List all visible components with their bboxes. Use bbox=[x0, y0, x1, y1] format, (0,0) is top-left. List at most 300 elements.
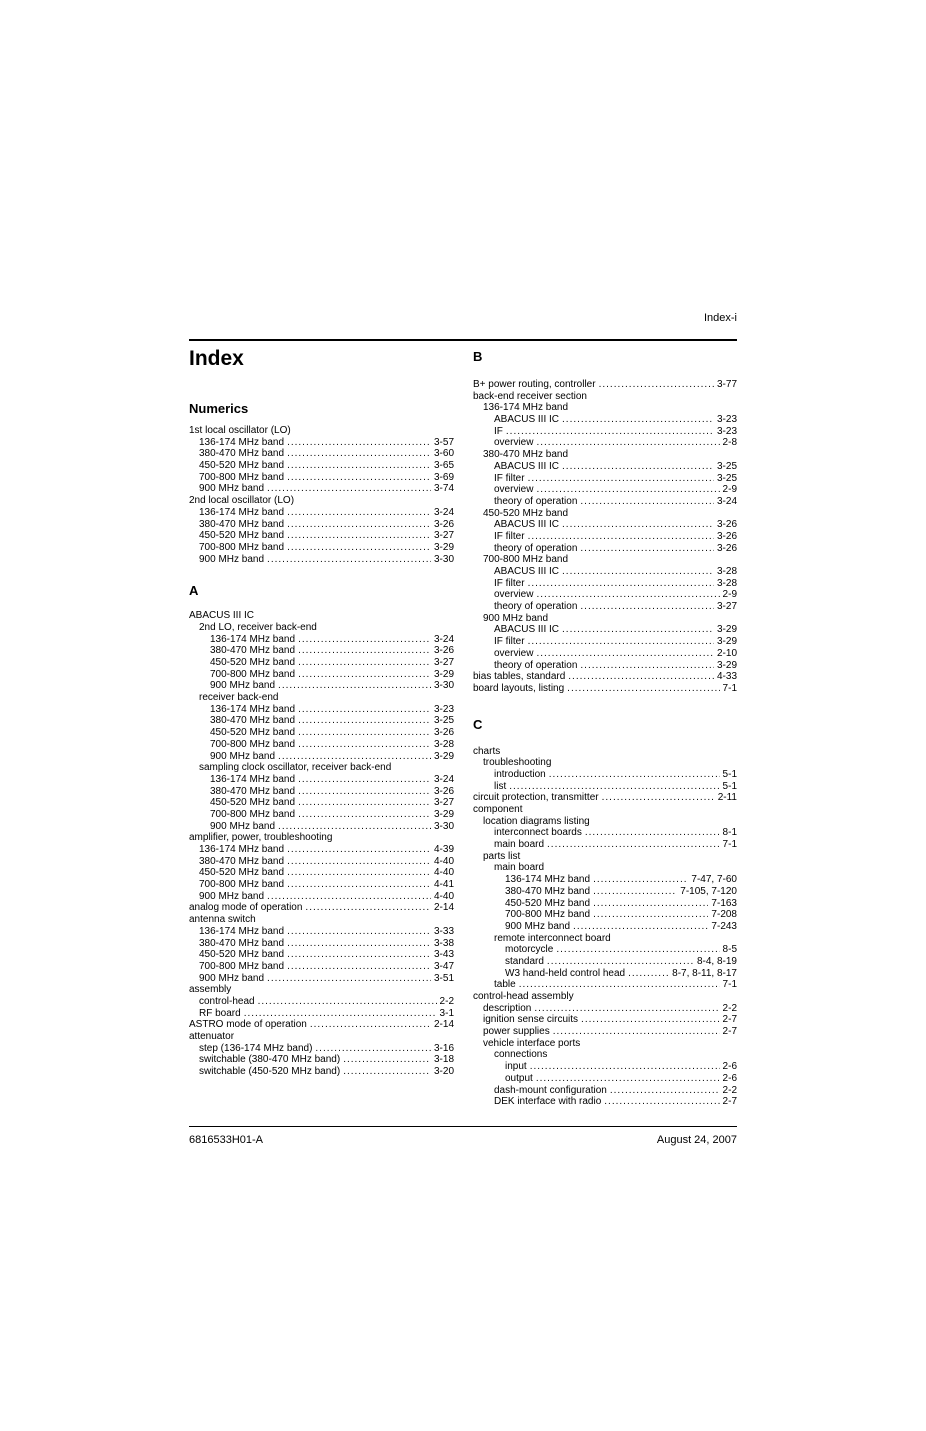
index-term: bias tables, standard bbox=[473, 671, 566, 683]
index-term: 900 MHz band bbox=[505, 920, 571, 932]
index-entry bbox=[473, 449, 737, 461]
index-term: 450-520 MHz band bbox=[483, 507, 569, 519]
index-term: 380-470 MHz band bbox=[210, 715, 296, 727]
index-entry bbox=[189, 692, 454, 704]
index-term: attenuator bbox=[189, 1031, 235, 1042]
dot-leader bbox=[267, 891, 431, 903]
index-entry bbox=[473, 543, 737, 555]
page-reference: 4-40 bbox=[433, 890, 454, 902]
index-entry bbox=[473, 613, 737, 625]
index-term: 700-800 MHz band bbox=[210, 738, 296, 750]
index-entry bbox=[473, 683, 737, 695]
index-entry bbox=[473, 886, 737, 898]
index-term: IF bbox=[494, 425, 503, 437]
index-entry bbox=[189, 1019, 454, 1031]
index-term: IF filter bbox=[494, 530, 525, 542]
index-term: main board bbox=[494, 839, 545, 851]
index-term: control-head bbox=[199, 995, 255, 1007]
index-entry bbox=[473, 496, 737, 508]
index-entry bbox=[473, 781, 737, 793]
footer-doc-number: 6816533H01-A bbox=[189, 1134, 264, 1146]
page-reference: 3-18 bbox=[433, 1054, 454, 1066]
page-reference: 2-14 bbox=[433, 902, 454, 914]
page-reference: 3-27 bbox=[433, 797, 454, 809]
page-reference: 7-163 bbox=[711, 897, 737, 909]
index-entry bbox=[189, 554, 454, 566]
index-term: 136-174 MHz band bbox=[210, 703, 296, 715]
page-reference: 3-25 bbox=[716, 460, 737, 472]
dot-leader bbox=[278, 680, 431, 692]
index-term: charts bbox=[473, 745, 501, 757]
right-column bbox=[473, 345, 737, 1108]
index-term: 450-520 MHz band bbox=[505, 897, 591, 909]
page-reference: 3-26 bbox=[716, 519, 737, 531]
index-term: 136-174 MHz band bbox=[199, 436, 285, 448]
index-entry bbox=[473, 437, 737, 449]
page-reference: 3-27 bbox=[433, 657, 454, 668]
page-reference: 3-26 bbox=[716, 542, 737, 554]
index-entry bbox=[473, 519, 737, 531]
dot-leader bbox=[298, 657, 431, 669]
dot-leader bbox=[278, 751, 431, 763]
index-term: 700-800 MHz band bbox=[210, 808, 296, 820]
index-entry bbox=[473, 578, 737, 590]
index-entry bbox=[473, 862, 737, 874]
index-entry bbox=[473, 402, 737, 414]
dot-leader bbox=[602, 792, 715, 804]
dot-leader bbox=[287, 856, 431, 868]
index-term: 380-470 MHz band bbox=[210, 645, 296, 657]
page-reference: 3-26 bbox=[433, 727, 454, 739]
dot-leader bbox=[287, 437, 431, 449]
dot-leader bbox=[580, 496, 714, 508]
page-reference: 3-29 bbox=[716, 636, 737, 648]
index-term: 136-174 MHz band bbox=[199, 925, 285, 937]
index-term: 136-174 MHz band bbox=[199, 506, 285, 518]
index-term: control-head assembly bbox=[473, 991, 574, 1002]
page-reference: 3-25 bbox=[716, 472, 737, 484]
dot-leader bbox=[528, 636, 714, 648]
index-entry bbox=[189, 762, 454, 774]
page-reference: 3-28 bbox=[716, 577, 737, 589]
dot-leader bbox=[536, 437, 719, 449]
index-term: 136-174 MHz band bbox=[210, 773, 296, 785]
page-reference: 3-29 bbox=[716, 659, 737, 671]
index-term: 380-470 MHz band bbox=[483, 449, 569, 461]
index-term: ABACUS III IC bbox=[494, 460, 560, 472]
index-term: 900 MHz band bbox=[199, 483, 265, 495]
index-term: introduction bbox=[494, 768, 546, 780]
index-term: assembly bbox=[189, 984, 232, 996]
index-entry bbox=[473, 636, 737, 648]
index-entry bbox=[189, 448, 454, 460]
index-term: motorcycle bbox=[505, 944, 554, 956]
index-term: step (136-174 MHz band) bbox=[199, 1042, 313, 1054]
index-entry bbox=[189, 704, 454, 716]
dot-leader bbox=[287, 472, 431, 484]
index-entry bbox=[189, 495, 454, 507]
index-term: 2nd LO, receiver back-end bbox=[199, 621, 317, 633]
page-reference: 7-208 bbox=[711, 909, 737, 921]
page-reference: 3-24 bbox=[433, 633, 454, 645]
page-reference: 3-23 bbox=[433, 703, 454, 715]
index-term: remote interconnect board bbox=[494, 932, 611, 944]
dot-leader bbox=[562, 461, 714, 473]
page-reference: 3-25 bbox=[433, 715, 454, 727]
index-term: IF filter bbox=[494, 636, 525, 648]
page-reference: 3-23 bbox=[716, 414, 737, 426]
index-term: antenna switch bbox=[189, 914, 256, 926]
index-term: 136-174 MHz band bbox=[199, 844, 285, 855]
dot-leader bbox=[519, 979, 720, 991]
dot-leader bbox=[310, 1019, 431, 1031]
dot-leader bbox=[536, 1073, 720, 1085]
dot-leader bbox=[287, 448, 431, 460]
dot-leader bbox=[568, 671, 714, 683]
dot-leader bbox=[305, 902, 431, 914]
index-term: description bbox=[483, 1002, 532, 1014]
index-entry bbox=[189, 926, 454, 938]
index-term: W3 hand-held control head bbox=[505, 967, 626, 979]
dot-leader bbox=[287, 949, 431, 961]
dot-leader bbox=[580, 660, 714, 672]
page-reference: 7-105, 7-120 bbox=[680, 885, 737, 897]
page-reference: 3-30 bbox=[433, 820, 454, 832]
page-reference: 3-16 bbox=[433, 1042, 454, 1054]
dot-leader bbox=[506, 426, 714, 438]
page-reference: 3-43 bbox=[433, 949, 454, 961]
page-reference: 3-20 bbox=[433, 1066, 454, 1078]
dot-leader bbox=[298, 669, 431, 681]
index-entry bbox=[189, 1043, 454, 1055]
page-reference: 2-2 bbox=[722, 1084, 737, 1096]
page-reference: 8-7, 8-11, 8-17 bbox=[672, 967, 737, 979]
page-reference: 2-6 bbox=[722, 1072, 737, 1084]
index-term: 2nd local oscillator (LO) bbox=[189, 495, 295, 507]
c-list bbox=[473, 746, 737, 1108]
index-entry bbox=[473, 804, 737, 816]
index-entry bbox=[473, 648, 737, 660]
index-entry bbox=[473, 921, 737, 933]
index-entry bbox=[473, 461, 737, 473]
page-reference: 3-57 bbox=[433, 436, 454, 448]
index-entry bbox=[189, 914, 454, 926]
dot-leader bbox=[287, 507, 431, 519]
index-entry bbox=[189, 1054, 454, 1066]
index-term: 450-520 MHz band bbox=[210, 657, 296, 668]
index-term: component bbox=[473, 804, 523, 815]
index-term: ignition sense circuits bbox=[483, 1014, 579, 1026]
page-reference: 3-28 bbox=[716, 566, 737, 577]
dot-leader bbox=[562, 624, 714, 636]
index-term: location diagrams listing bbox=[483, 815, 590, 827]
page-reference: 2-2 bbox=[722, 1002, 737, 1014]
dot-leader bbox=[556, 944, 719, 956]
page-reference: 3-29 bbox=[716, 624, 737, 636]
index-entry bbox=[473, 933, 737, 945]
dot-leader bbox=[287, 542, 431, 554]
page-reference: 3-27 bbox=[433, 530, 454, 542]
index-term: vehicle interface ports bbox=[483, 1037, 581, 1049]
dot-leader bbox=[628, 968, 669, 980]
page-reference: 2-7 bbox=[722, 1096, 737, 1108]
page-reference: 2-10 bbox=[716, 647, 737, 659]
index-entry bbox=[189, 961, 454, 973]
index-entry bbox=[189, 821, 454, 833]
index-entry bbox=[473, 1049, 737, 1061]
index-entry bbox=[473, 1085, 737, 1097]
index-entry bbox=[189, 634, 454, 646]
index-entry bbox=[189, 856, 454, 868]
dot-leader bbox=[573, 921, 708, 933]
index-term: 700-800 MHz band bbox=[199, 471, 285, 483]
dot-leader bbox=[287, 938, 431, 950]
index-term: 450-520 MHz band bbox=[199, 949, 285, 961]
dot-leader bbox=[530, 1061, 720, 1073]
index-entry bbox=[189, 1066, 454, 1078]
page-reference: 8-1 bbox=[722, 827, 737, 839]
page-reference: 2-11 bbox=[717, 792, 737, 804]
page-title: Index bbox=[189, 347, 244, 370]
dot-leader bbox=[298, 797, 431, 809]
index-entry bbox=[189, 610, 454, 622]
dot-leader bbox=[585, 827, 720, 839]
index-term: 700-800 MHz band bbox=[483, 554, 569, 566]
dot-leader bbox=[562, 414, 714, 426]
index-entry bbox=[473, 508, 737, 520]
index-entry bbox=[473, 531, 737, 543]
page-reference: 3-38 bbox=[433, 937, 454, 949]
index-entry bbox=[189, 751, 454, 763]
index-term: power supplies bbox=[483, 1026, 550, 1038]
dot-leader bbox=[562, 519, 714, 531]
index-term: 700-800 MHz band bbox=[199, 541, 285, 553]
dot-leader bbox=[536, 648, 714, 660]
dot-leader bbox=[599, 379, 714, 391]
page-reference: 8-5 bbox=[722, 944, 737, 956]
index-entry bbox=[473, 979, 737, 991]
page-reference: 7-1 bbox=[722, 839, 737, 851]
page-reference: 4-39 bbox=[433, 844, 454, 855]
index-entry bbox=[189, 879, 454, 891]
index-term: back-end receiver section bbox=[473, 390, 587, 402]
page-reference: 7-47, 7-60 bbox=[691, 874, 737, 886]
dot-leader bbox=[267, 973, 431, 985]
dot-leader bbox=[298, 727, 431, 739]
index-term: ABACUS III IC bbox=[189, 610, 255, 622]
dot-leader bbox=[509, 781, 719, 793]
dot-leader bbox=[593, 874, 688, 886]
dot-leader bbox=[267, 483, 431, 495]
page-reference: 3-26 bbox=[716, 530, 737, 542]
page-reference: 3-29 bbox=[433, 541, 454, 553]
index-term: switchable (450-520 MHz band) bbox=[199, 1066, 341, 1078]
index-entry bbox=[473, 566, 737, 578]
index-entry bbox=[189, 902, 454, 914]
index-term: 700-800 MHz band bbox=[199, 879, 285, 891]
page-reference: 3-23 bbox=[716, 425, 737, 437]
index-term: 700-800 MHz band bbox=[199, 960, 285, 972]
page-reference: 2-9 bbox=[722, 589, 737, 601]
index-entry bbox=[189, 774, 454, 786]
b-list bbox=[473, 379, 737, 695]
dot-leader bbox=[549, 769, 720, 781]
page-reference: 3-1 bbox=[439, 1007, 454, 1019]
index-term: 900 MHz band bbox=[199, 553, 265, 565]
section-heading-numerics: Numerics bbox=[189, 401, 249, 416]
dot-leader bbox=[580, 601, 714, 613]
index-entry bbox=[189, 973, 454, 985]
index-term: 900 MHz band bbox=[483, 612, 549, 624]
index-term: output bbox=[505, 1072, 533, 1084]
index-term: DEK interface with radio bbox=[494, 1096, 602, 1108]
page-reference: 3-26 bbox=[433, 645, 454, 657]
index-term: standard bbox=[505, 955, 544, 967]
page-reference: 3-69 bbox=[433, 471, 454, 483]
index-entry bbox=[189, 460, 454, 472]
index-entry bbox=[473, 414, 737, 426]
index-entry bbox=[473, 991, 737, 1003]
dot-leader bbox=[593, 886, 677, 898]
page-reference: 2-6 bbox=[722, 1061, 737, 1073]
index-entry bbox=[473, 1003, 737, 1015]
index-entry bbox=[189, 797, 454, 809]
index-term: 450-520 MHz band bbox=[199, 867, 285, 879]
dot-leader bbox=[278, 821, 431, 833]
index-term: B+ power routing, controller bbox=[473, 379, 596, 390]
section-heading-a: A bbox=[189, 583, 199, 599]
page-reference: 3-51 bbox=[433, 972, 454, 984]
index-term: theory of operation bbox=[494, 542, 578, 554]
index-entry bbox=[473, 898, 737, 910]
page-reference: 3-27 bbox=[716, 601, 737, 613]
index-entry bbox=[189, 844, 454, 856]
index-entry bbox=[473, 426, 737, 438]
dot-leader bbox=[580, 543, 714, 555]
index-entry bbox=[189, 622, 454, 634]
index-entry bbox=[473, 909, 737, 921]
dot-leader bbox=[298, 704, 431, 716]
index-term: 450-520 MHz band bbox=[199, 530, 285, 542]
index-term: list bbox=[494, 780, 507, 792]
index-term: 900 MHz band bbox=[199, 972, 265, 984]
index-entry bbox=[473, 589, 737, 601]
dot-leader bbox=[567, 683, 719, 695]
page-reference: 3-33 bbox=[433, 925, 454, 937]
index-entry bbox=[473, 624, 737, 636]
page-reference: 7-1 bbox=[722, 682, 737, 694]
index-entry bbox=[189, 507, 454, 519]
dot-leader bbox=[298, 634, 431, 646]
index-entry bbox=[189, 996, 454, 1008]
index-term: troubleshooting bbox=[483, 757, 552, 769]
dot-leader bbox=[267, 554, 431, 566]
index-term: 1st local oscillator (LO) bbox=[189, 425, 291, 436]
page-reference: 3-24 bbox=[433, 773, 454, 785]
index-term: 380-470 MHz band bbox=[199, 518, 285, 530]
index-term: 380-470 MHz band bbox=[210, 785, 296, 797]
index-entry bbox=[189, 891, 454, 903]
index-entry bbox=[473, 671, 737, 683]
page-reference: 4-40 bbox=[433, 867, 454, 879]
dot-leader bbox=[604, 1096, 719, 1108]
index-term: input bbox=[505, 1061, 527, 1073]
index-term: 136-174 MHz band bbox=[483, 402, 569, 414]
index-term: 700-800 MHz band bbox=[505, 909, 591, 921]
index-term: main board bbox=[494, 862, 545, 874]
index-entry bbox=[189, 809, 454, 821]
dot-leader bbox=[593, 898, 708, 910]
index-term: 900 MHz band bbox=[199, 890, 265, 902]
index-entry bbox=[473, 1096, 737, 1108]
index-entry bbox=[189, 530, 454, 542]
dot-leader bbox=[593, 909, 708, 921]
index-term: amplifier, power, troubleshooting bbox=[189, 832, 333, 844]
index-entry bbox=[473, 1073, 737, 1085]
dot-leader bbox=[343, 1054, 431, 1066]
running-head: Index-i bbox=[703, 312, 737, 324]
dot-leader bbox=[547, 839, 720, 851]
dot-leader bbox=[581, 1014, 720, 1026]
index-term: theory of operation bbox=[494, 601, 578, 613]
index-term: 380-470 MHz band bbox=[199, 937, 285, 949]
page-reference: 7-1 bbox=[722, 979, 737, 991]
dot-leader bbox=[287, 530, 431, 542]
index-term: overview bbox=[494, 484, 534, 496]
index-entry bbox=[189, 832, 454, 844]
index-term: overview bbox=[494, 437, 534, 449]
index-term: 450-520 MHz band bbox=[199, 460, 285, 472]
page-reference: 3-30 bbox=[433, 553, 454, 565]
index-entry bbox=[189, 680, 454, 692]
dot-leader bbox=[534, 1003, 719, 1015]
dot-leader bbox=[536, 484, 719, 496]
index-entry bbox=[473, 484, 737, 496]
index-entry bbox=[189, 949, 454, 961]
page-reference: 2-8 bbox=[722, 437, 737, 449]
index-entry bbox=[473, 874, 737, 886]
footer-rule bbox=[189, 1126, 737, 1127]
index-entry bbox=[473, 792, 737, 804]
index-term: ABACUS III IC bbox=[494, 414, 560, 426]
page-reference: 3-24 bbox=[433, 506, 454, 518]
dot-leader bbox=[287, 879, 431, 891]
dot-leader bbox=[547, 956, 694, 968]
index-entry bbox=[473, 660, 737, 672]
page-reference: 3-74 bbox=[433, 483, 454, 495]
dot-leader bbox=[528, 473, 714, 485]
page-reference: 7-243 bbox=[711, 920, 737, 932]
index-entry bbox=[189, 669, 454, 681]
page-reference: 3-47 bbox=[433, 960, 454, 972]
index-entry bbox=[473, 956, 737, 968]
index-entry bbox=[473, 391, 737, 403]
index-term: 900 MHz band bbox=[210, 680, 276, 692]
dot-leader bbox=[287, 961, 431, 973]
dot-leader bbox=[536, 589, 719, 601]
dot-leader bbox=[287, 926, 431, 938]
index-entry bbox=[473, 816, 737, 828]
page-reference: 3-65 bbox=[433, 460, 454, 472]
index-entry bbox=[189, 715, 454, 727]
index-entry bbox=[473, 1038, 737, 1050]
index-term: IF filter bbox=[494, 577, 525, 589]
index-entry bbox=[189, 1008, 454, 1020]
index-entry bbox=[473, 473, 737, 485]
page-reference: 3-24 bbox=[716, 495, 737, 507]
index-term: 700-800 MHz band bbox=[210, 668, 296, 680]
page-reference: 4-33 bbox=[716, 671, 737, 683]
